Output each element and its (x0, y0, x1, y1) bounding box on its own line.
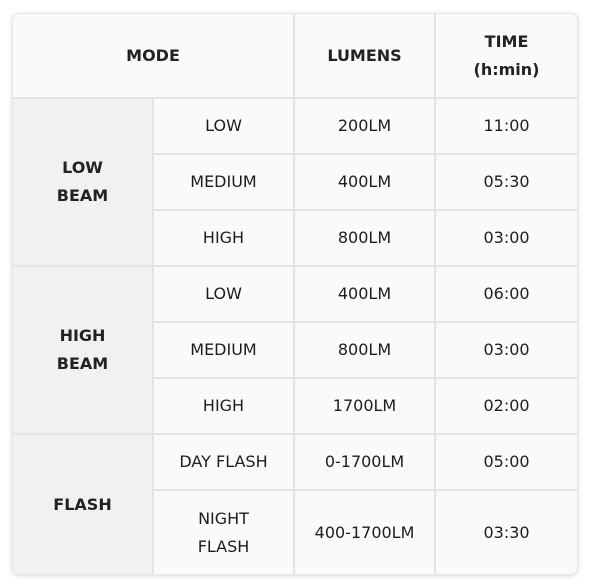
time-cell: 03:00 (435, 210, 577, 266)
level-cell: MEDIUM (153, 154, 294, 210)
table-row (13, 434, 577, 490)
time-cell: 11:00 (435, 98, 577, 154)
level-cell (153, 490, 294, 574)
header-time-label: TIME (484, 31, 529, 51)
time-cell: 06:00 (435, 266, 577, 322)
header-lumens: LUMENS (294, 14, 435, 98)
group-cell-low-beam (13, 98, 153, 266)
table-row (13, 266, 577, 322)
header-time-unit: (h:min) (473, 59, 540, 79)
time-cell: 02:00 (435, 378, 577, 434)
group-label: HIGH (59, 326, 106, 345)
group-label: FLASH (53, 494, 112, 514)
lumens-cell: 0-1700LM (294, 434, 435, 490)
level-cell: HIGH (153, 210, 294, 266)
table-row (13, 98, 577, 154)
header-time (435, 14, 577, 98)
group-label: BEAM (56, 186, 109, 205)
group-cell-high-beam (13, 266, 153, 434)
level-label: NIGHT (198, 508, 249, 528)
spec-table-card (13, 14, 577, 574)
lumens-cell: 1700LM (294, 378, 435, 434)
lumens-cell: 400LM (294, 154, 435, 210)
level-label: FLASH (197, 536, 250, 556)
group-label: BEAM (56, 354, 109, 373)
time-cell: 03:30 (435, 490, 577, 574)
time-cell: 03:00 (435, 322, 577, 378)
lumens-cell: 400-1700LM (294, 490, 435, 574)
level-cell: LOW (153, 266, 294, 322)
group-cell-flash (13, 434, 153, 574)
group-label: LOW (62, 158, 103, 177)
header-mode: MODE (13, 14, 294, 98)
time-cell: 05:00 (435, 434, 577, 490)
level-cell: MEDIUM (153, 322, 294, 378)
time-cell: 05:30 (435, 154, 577, 210)
lumens-cell: 800LM (294, 210, 435, 266)
level-cell: HIGH (153, 378, 294, 434)
level-cell: DAY FLASH (153, 434, 294, 490)
runtime-spec-table (13, 14, 577, 574)
level-cell: LOW (153, 98, 294, 154)
lumens-cell: 400LM (294, 266, 435, 322)
lumens-cell: 200LM (294, 98, 435, 154)
lumens-cell: 800LM (294, 322, 435, 378)
header-row (13, 14, 577, 98)
